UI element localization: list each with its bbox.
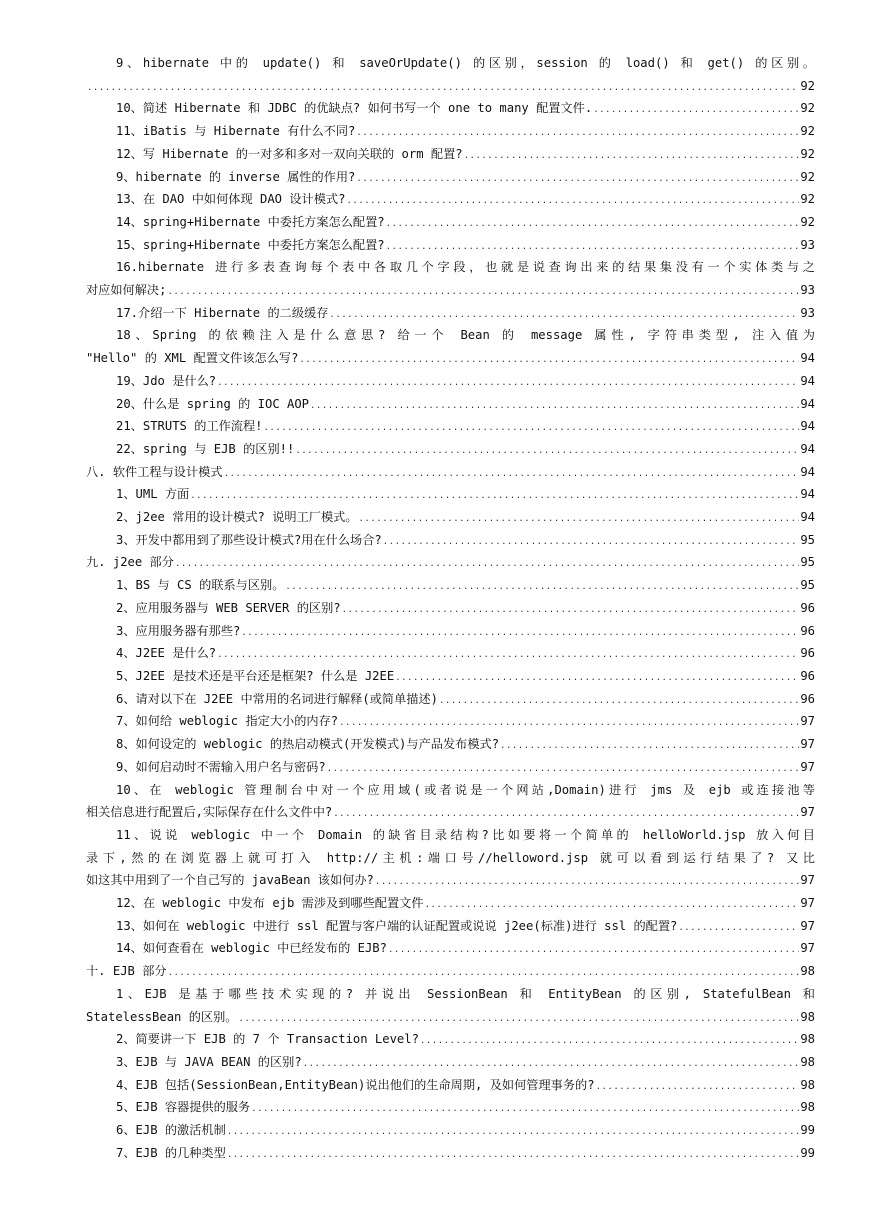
dot-leader [425, 901, 800, 910]
toc-page-number: 93 [800, 283, 815, 298]
toc-page-number: 96 [800, 623, 815, 638]
toc-section-heading[interactable] [86, 960, 815, 983]
toc-entry[interactable] [86, 529, 815, 552]
dot-leader [224, 470, 800, 479]
toc-entry-text-line: 16.hibernate 进行多表查询每个表中各取几个字段，也就是说查询出来的结果集没有一个实体类与之 [116, 260, 815, 275]
toc-entry-text-line: 10、在 weblogic 管理制台中对一个应用域(或者说是一个网站,Domain)进行 jms 及 ejb 或连接池等 [116, 782, 815, 797]
toc-entry[interactable] [86, 415, 815, 438]
toc-entry[interactable] [86, 642, 815, 665]
toc-entry[interactable] [86, 393, 815, 416]
toc-entry-title: 5、J2EE 是技术还是平台还是框架? 什么是 J2EE [116, 668, 395, 683]
toc-page-number: 92 [800, 101, 815, 116]
toc-page-number: 99 [800, 1123, 815, 1138]
toc-entry-title: 10、简述 Hibernate 和 JDBC 的优缺点? 如何书写一个 one to many 配置文件. [116, 101, 593, 116]
toc-entry-title: 9、如何启动时不需输入用户名与密码? [116, 759, 326, 774]
toc-entry[interactable] [86, 256, 815, 301]
dot-leader [395, 674, 799, 683]
dot-leader [346, 197, 799, 206]
toc-page-number: 94 [800, 510, 815, 525]
toc-entry-text-line: 11、说说 weblogic 中一个 Domain 的缺省目录结构?比如要将一个简单的 helloWorld.jsp 放入何目 [116, 827, 815, 842]
toc-entry[interactable] [86, 620, 815, 643]
dot-leader [167, 288, 799, 297]
toc-entry[interactable] [86, 506, 815, 529]
toc-entry[interactable] [86, 166, 815, 189]
toc-entry-title: 1、UML 方面 [116, 487, 190, 502]
toc-entry-title: 3、应用服务器有那些? [116, 623, 241, 638]
dot-leader [299, 356, 799, 365]
dot-leader [295, 447, 799, 456]
dot-leader [329, 311, 799, 320]
toc-page-number: 92 [800, 146, 815, 161]
toc-entry-title: 8、如何设定的 weblogic 的热启动模式(开发模式)与产品发布模式? [116, 737, 500, 752]
toc-page-number: 98 [800, 964, 815, 979]
toc-page-number: 99 [800, 1145, 815, 1160]
toc-entry-title: 6、EJB 的激活机制 [116, 1123, 226, 1138]
toc-entry[interactable] [86, 915, 815, 938]
toc-entry-title: 如这其中用到了一个自己写的 javaBean 该如何办? [86, 873, 374, 888]
dot-leader [339, 719, 799, 728]
dot-leader [241, 629, 799, 638]
toc-entry-title: 2、简要讲一下 EJB 的 7 个 Transaction Level? [116, 1032, 419, 1047]
toc-page-number: 98 [800, 1032, 815, 1047]
dot-leader [678, 924, 799, 933]
toc-entry[interactable] [86, 574, 815, 597]
toc-page-number: 96 [800, 600, 815, 615]
toc-page-number: 94 [800, 373, 815, 388]
toc-entry-title: 2、j2ee 常用的设计模式? 说明工厂模式。 [116, 510, 358, 525]
dot-leader [217, 651, 799, 660]
toc-entry[interactable] [86, 779, 815, 824]
toc-entry[interactable] [86, 120, 815, 143]
dot-leader [386, 220, 800, 229]
dot-leader [227, 1151, 800, 1160]
toc-page-number: 92 [800, 192, 815, 207]
toc-page-number: 94 [800, 396, 815, 411]
toc-entry[interactable] [86, 937, 815, 960]
toc-page-number: 97 [800, 805, 815, 820]
dot-leader [87, 84, 799, 93]
toc-entry[interactable] [86, 370, 815, 393]
toc-page-number: 92 [800, 124, 815, 139]
dot-leader [310, 402, 799, 411]
toc-entry-text-line: 18、Spring 的依赖注入是什么意思? 给一个 Bean 的 message 属性, 字符串类型, 注入值为 [116, 328, 815, 343]
dot-leader [359, 515, 800, 524]
toc-entry[interactable] [86, 211, 815, 234]
toc-entry[interactable] [86, 597, 815, 620]
toc-page-number: 95 [800, 555, 815, 570]
toc-page-number: 97 [800, 896, 815, 911]
toc-section-heading[interactable] [86, 461, 815, 484]
toc-entry[interactable] [86, 733, 815, 756]
toc-page-number: 98 [800, 1077, 815, 1092]
toc-entry-title: 13、如何在 weblogic 中进行 ssl 配置与客户端的认证配置或说说 j2ee(标准)进行 ssl 的配置? [116, 918, 678, 933]
toc-entry-title: 9、hibernate 的 inverse 属性的作用? [116, 169, 356, 184]
dot-leader [238, 1015, 799, 1024]
dot-leader [264, 424, 800, 433]
dot-leader [342, 606, 800, 615]
table-of-contents [86, 52, 815, 1164]
toc-entry-text-line: 9、hibernate 中的 update() 和 saveOrUpdate() 的区别，session 的 load() 和 get() 的区别。 [116, 56, 815, 70]
toc-entry[interactable] [86, 983, 815, 1028]
dot-leader [356, 175, 799, 184]
toc-page-number: 96 [800, 668, 815, 683]
dot-leader [190, 492, 799, 501]
toc-entry[interactable] [86, 710, 815, 733]
toc-entry-title: "Hello" 的 XML 配置文件该怎么写? [86, 351, 299, 366]
toc-page-number: 94 [800, 487, 815, 502]
toc-entry-title: 3、开发中都用到了那些设计模式?用在什么场合? [116, 532, 382, 547]
dot-leader [303, 1060, 800, 1069]
toc-entry[interactable] [86, 97, 815, 120]
toc-entry[interactable] [86, 188, 815, 211]
toc-page-number: 94 [800, 464, 815, 479]
dot-leader [383, 538, 800, 547]
toc-entry-title: 22、spring 与 EJB 的区别!! [116, 441, 295, 456]
dot-leader [464, 152, 800, 161]
toc-entry[interactable] [86, 483, 815, 506]
toc-page-number: 96 [800, 646, 815, 661]
toc-page-number: 94 [800, 351, 815, 366]
toc-entry-title: 14、如何查看在 weblogic 中已经发布的 EJB? [116, 941, 387, 956]
dot-leader [375, 878, 799, 887]
toc-entry-title: 7、EJB 的几种类型 [116, 1145, 226, 1160]
dot-leader [251, 1105, 799, 1114]
toc-entry-title: 4、EJB 包括(SessionBean,EntityBean)说出他们的生命周期, 及如何管理事务的? [116, 1077, 595, 1092]
toc-entry-text-line: 1、EJB 是基于哪些技术实现的? 并说出 SessionBean 和 EntityBean 的区别, StatefulBean 和 [116, 986, 815, 1001]
toc-page-number: 97 [800, 737, 815, 752]
toc-entry-title: 20、什么是 spring 的 IOC AOP [116, 396, 310, 411]
dot-leader [227, 1128, 800, 1137]
toc-entry[interactable] [86, 892, 815, 915]
dot-leader [168, 969, 800, 978]
toc-page-number: 94 [800, 419, 815, 434]
toc-page-number: 93 [800, 305, 815, 320]
toc-page-number: 95 [800, 578, 815, 593]
toc-entry[interactable] [86, 1028, 815, 1051]
toc-entry-title: 对应如何解决; [86, 283, 167, 298]
toc-entry-text-line: 录下,然的在浏览器上就可打入 http://主机:端口号//helloword.jsp 就可以看到运行结果了? 又比 [86, 850, 815, 865]
toc-page-number: 94 [800, 441, 815, 456]
toc-entry-title: 13、在 DAO 中如何体现 DAO 设计模式? [116, 192, 346, 207]
toc-entry-title: 6、请对以下在 J2EE 中常用的名词进行解释(或简单描述) [116, 691, 438, 706]
toc-entry-title: 5、EJB 容器提供的服务 [116, 1100, 251, 1115]
toc-entry[interactable] [86, 324, 815, 369]
toc-entry[interactable] [86, 665, 815, 688]
dot-leader [439, 697, 799, 706]
dot-leader [500, 742, 799, 751]
toc-entry[interactable] [86, 438, 815, 461]
toc-section-heading[interactable] [86, 551, 815, 574]
toc-entry-title: StatelessBean 的区别。 [86, 1009, 238, 1024]
toc-page-number: 92 [800, 214, 815, 229]
toc-page-number: 97 [800, 918, 815, 933]
toc-page-number: 92 [800, 169, 815, 184]
toc-entry[interactable] [86, 143, 815, 166]
dot-leader [593, 106, 799, 115]
toc-page-number: 97 [800, 759, 815, 774]
toc-entry-title: 12、写 Hibernate 的一对多和多对一双向关联的 orm 配置? [116, 146, 463, 161]
dot-leader [356, 129, 799, 138]
toc-entry[interactable] [86, 1142, 815, 1165]
dot-leader [388, 946, 799, 955]
toc-entry-title: 九. j2ee 部分 [86, 555, 174, 570]
toc-entry[interactable] [86, 824, 815, 892]
dot-leader [217, 379, 799, 388]
toc-entry[interactable] [86, 52, 815, 97]
dot-leader [386, 243, 800, 252]
toc-page-number: 93 [800, 237, 815, 252]
toc-page-number: 97 [800, 941, 815, 956]
toc-page-number: 97 [800, 873, 815, 888]
toc-entry-title: 21、STRUTS 的工作流程! [116, 419, 263, 434]
toc-page-number: 98 [800, 1054, 815, 1069]
toc-page-number: 92 [800, 78, 815, 93]
toc-entry-title: 3、EJB 与 JAVA BEAN 的区别? [116, 1054, 302, 1069]
toc-entry-title: 1、BS 与 CS 的联系与区别。 [116, 578, 285, 593]
toc-page-number: 98 [800, 1100, 815, 1115]
toc-page-number: 98 [800, 1009, 815, 1024]
toc-entry-title: 2、应用服务器与 WEB SERVER 的区别? [116, 600, 341, 615]
toc-entry-title: 4、J2EE 是什么? [116, 646, 217, 661]
dot-leader [285, 583, 799, 592]
toc-entry[interactable] [86, 688, 815, 711]
toc-entry-title: 17.介绍一下 Hibernate 的二级缓存 [116, 305, 329, 320]
toc-entry[interactable] [86, 1051, 815, 1074]
toc-entry-title: 八. 软件工程与设计模式 [86, 464, 223, 479]
dot-leader [175, 560, 799, 569]
toc-entry-title: 19、Jdo 是什么? [116, 373, 217, 388]
toc-entry-title: 14、spring+Hibernate 中委托方案怎么配置? [116, 214, 385, 229]
toc-entry-title: 12、在 weblogic 中发布 ejb 需涉及到哪些配置文件 [116, 896, 424, 911]
toc-page-number: 95 [800, 532, 815, 547]
dot-leader [420, 1037, 799, 1046]
dot-leader [596, 1083, 800, 1092]
toc-entry[interactable] [86, 1119, 815, 1142]
toc-entry[interactable] [86, 1074, 815, 1097]
toc-entry-title: 十. EJB 部分 [86, 964, 167, 979]
toc-entry-title: 15、spring+Hibernate 中委托方案怎么配置? [116, 237, 385, 252]
dot-leader [327, 765, 800, 774]
toc-entry[interactable] [86, 756, 815, 779]
dot-leader [333, 810, 799, 819]
toc-page-number: 96 [800, 691, 815, 706]
toc-entry[interactable] [86, 234, 815, 257]
toc-entry-title: 11、iBatis 与 Hibernate 有什么不同? [116, 124, 356, 139]
toc-entry[interactable] [86, 302, 815, 325]
toc-entry-title: 相关信息进行配置后,实际保存在什么文件中? [86, 805, 333, 820]
toc-page-number: 97 [800, 714, 815, 729]
toc-entry[interactable] [86, 1096, 815, 1119]
toc-entry-title: 7、如何给 weblogic 指定大小的内存? [116, 714, 339, 729]
